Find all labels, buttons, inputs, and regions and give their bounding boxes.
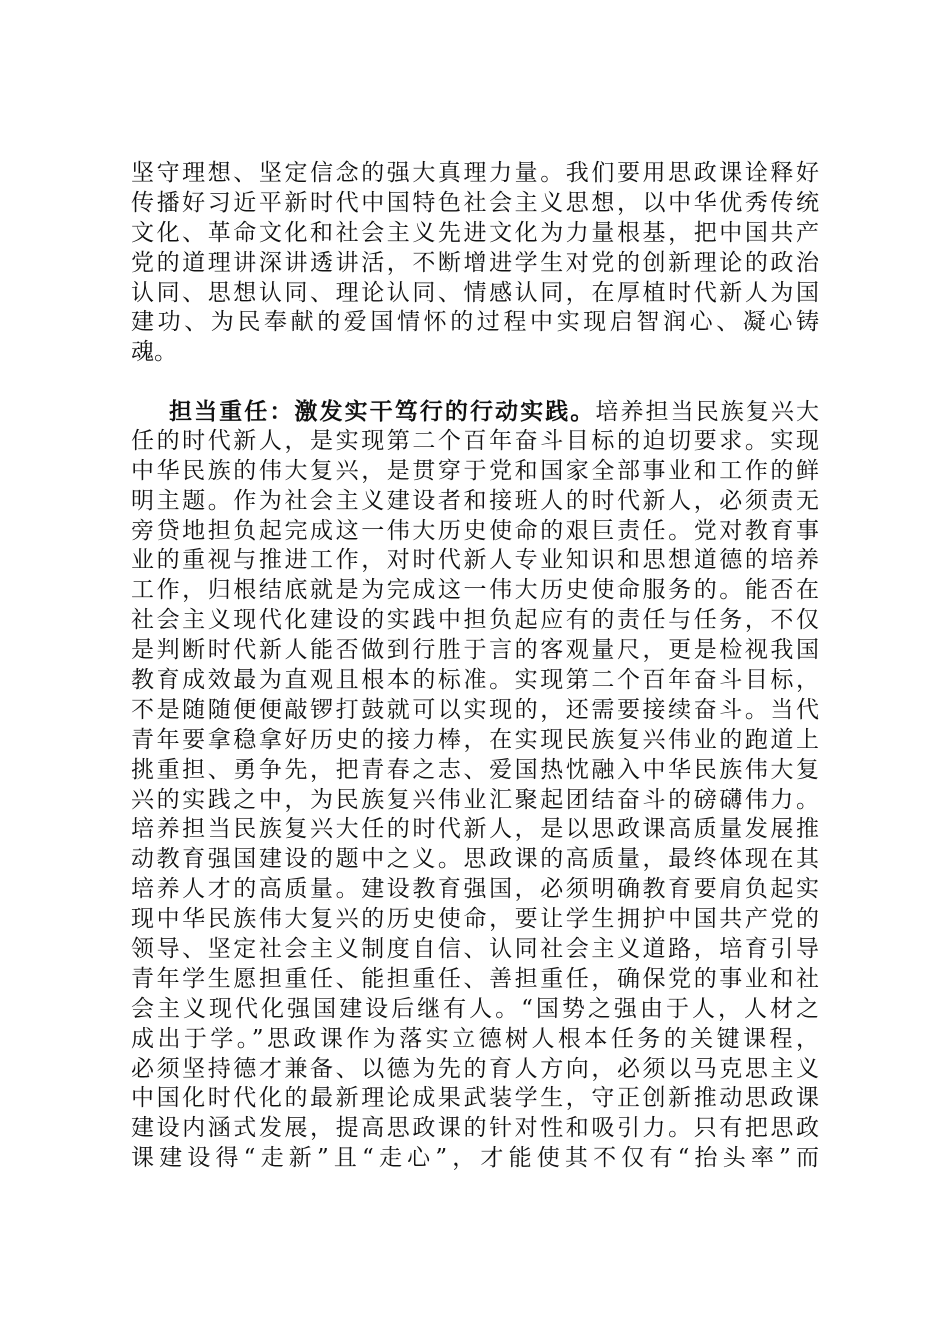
text-line: 挑重担、勇争先，把青春之志、爱国热忱融入中华民族伟大复: [131, 756, 819, 783]
text-line: 兴的实践之中，为民族复兴伟业汇聚起团结奋斗的磅礴伟力。: [131, 786, 819, 813]
text-line: 教育成效最为直观且根本的标准。实现第二个百年奋斗目标，: [131, 667, 819, 694]
text-line: 传播好习近平新时代中国特色社会主义思想，以中华优秀传统: [131, 189, 819, 216]
text-line: 工作，归根结底就是为完成这一伟大历史使命服务的。能否在: [131, 577, 819, 604]
text-line: 中华民族的伟大复兴，是贯穿于党和国家全部事业和工作的鲜: [131, 457, 819, 484]
text-line: 中国化时代化的最新理论成果武装学生，守正创新推动思政课: [131, 1085, 819, 1112]
text-line: 坚守理想、坚定信念的强大真理力量。我们要用思政课诠释好: [131, 160, 819, 186]
text-line: 课建设得“走新”且“走心”，才能使其不仅有“抬头率”而: [131, 1145, 819, 1172]
paragraph-responsibility: [131, 397, 819, 1174]
text-line: 培养担当民族复兴大任的时代新人，是以思政课高质量发展推: [131, 816, 819, 843]
text-line: 建功、为民奉献的爱国情怀的过程中实现启智润心、凝心铸: [131, 309, 819, 336]
text-line: 必须坚持德才兼备、以德为先的育人方向，必须以马克思主义: [131, 1055, 819, 1082]
text-line: 业的重视与推进工作，对时代新人专业知识和思想道德的培养: [131, 547, 819, 574]
text-line: 是判断时代新人能否做到行胜于言的客观量尺，更是检视我国: [131, 637, 819, 664]
text-line: 青年学生愿担重任、能担重任、善担重任，确保党的事业和社: [131, 965, 819, 992]
text-line: 现中华民族伟大复兴的历史使命，要让学生拥护中国共产党的: [131, 906, 819, 933]
text-line: 青年要拿稳拿好历史的接力棒，在实现民族复兴伟业的跑道上: [131, 726, 819, 753]
text-line: 领导、坚定社会主义制度自信、认同社会主义道路，培育引导: [131, 936, 819, 963]
text-line: 动教育强国建设的题中之义。思政课的高质量，最终体现在其: [131, 846, 819, 873]
text-line: 文化、革命文化和社会主义先进文化为力量根基，把中国共产: [131, 219, 819, 246]
text-line: 不是随随便便敲锣打鼓就可以实现的，还需要接续奋斗。当代: [131, 696, 819, 723]
text-line: 认同、思想认同、理论认同、情感认同，在厚植时代新人为国: [131, 279, 819, 306]
section-heading: 担当重任：激发实干笃行的行动实践。: [169, 398, 596, 425]
paragraph-first-line: [131, 397, 819, 427]
text-line: 会主义现代化强国建设后继有人。“国势之强由于人，人材之: [131, 995, 819, 1022]
text-line: 培养人才的高质量。建设教育强国，必须明确教育要肩负起实: [131, 876, 819, 903]
text-line: 明主题。作为社会主义建设者和接班人的时代新人，必须责无: [131, 487, 819, 514]
text-line: 成出于学。”思政课作为落实立德树人根本任务的关键课程，: [131, 1025, 819, 1052]
paragraph-ideals: [131, 159, 819, 368]
text-line: 社会主义现代化建设的实践中担负起应有的责任与任务，不仅: [131, 607, 819, 634]
text-line: 任的时代新人，是实现第二个百年奋斗目标的迫切要求。实现: [131, 427, 819, 454]
text-line: 建设内涵式发展，提高思政课的针对性和吸引力。只有把思政: [131, 1115, 819, 1142]
text-line: 党的道理讲深讲透讲活，不断增进学生对党的创新理论的政治: [131, 249, 819, 276]
text-line: 魂。: [131, 339, 177, 366]
text-line: 旁贷地担负起完成这一伟大历史使命的艰巨责任。党对教育事: [131, 517, 819, 544]
text-line-rest: 培养担当民族复兴大: [595, 399, 820, 425]
